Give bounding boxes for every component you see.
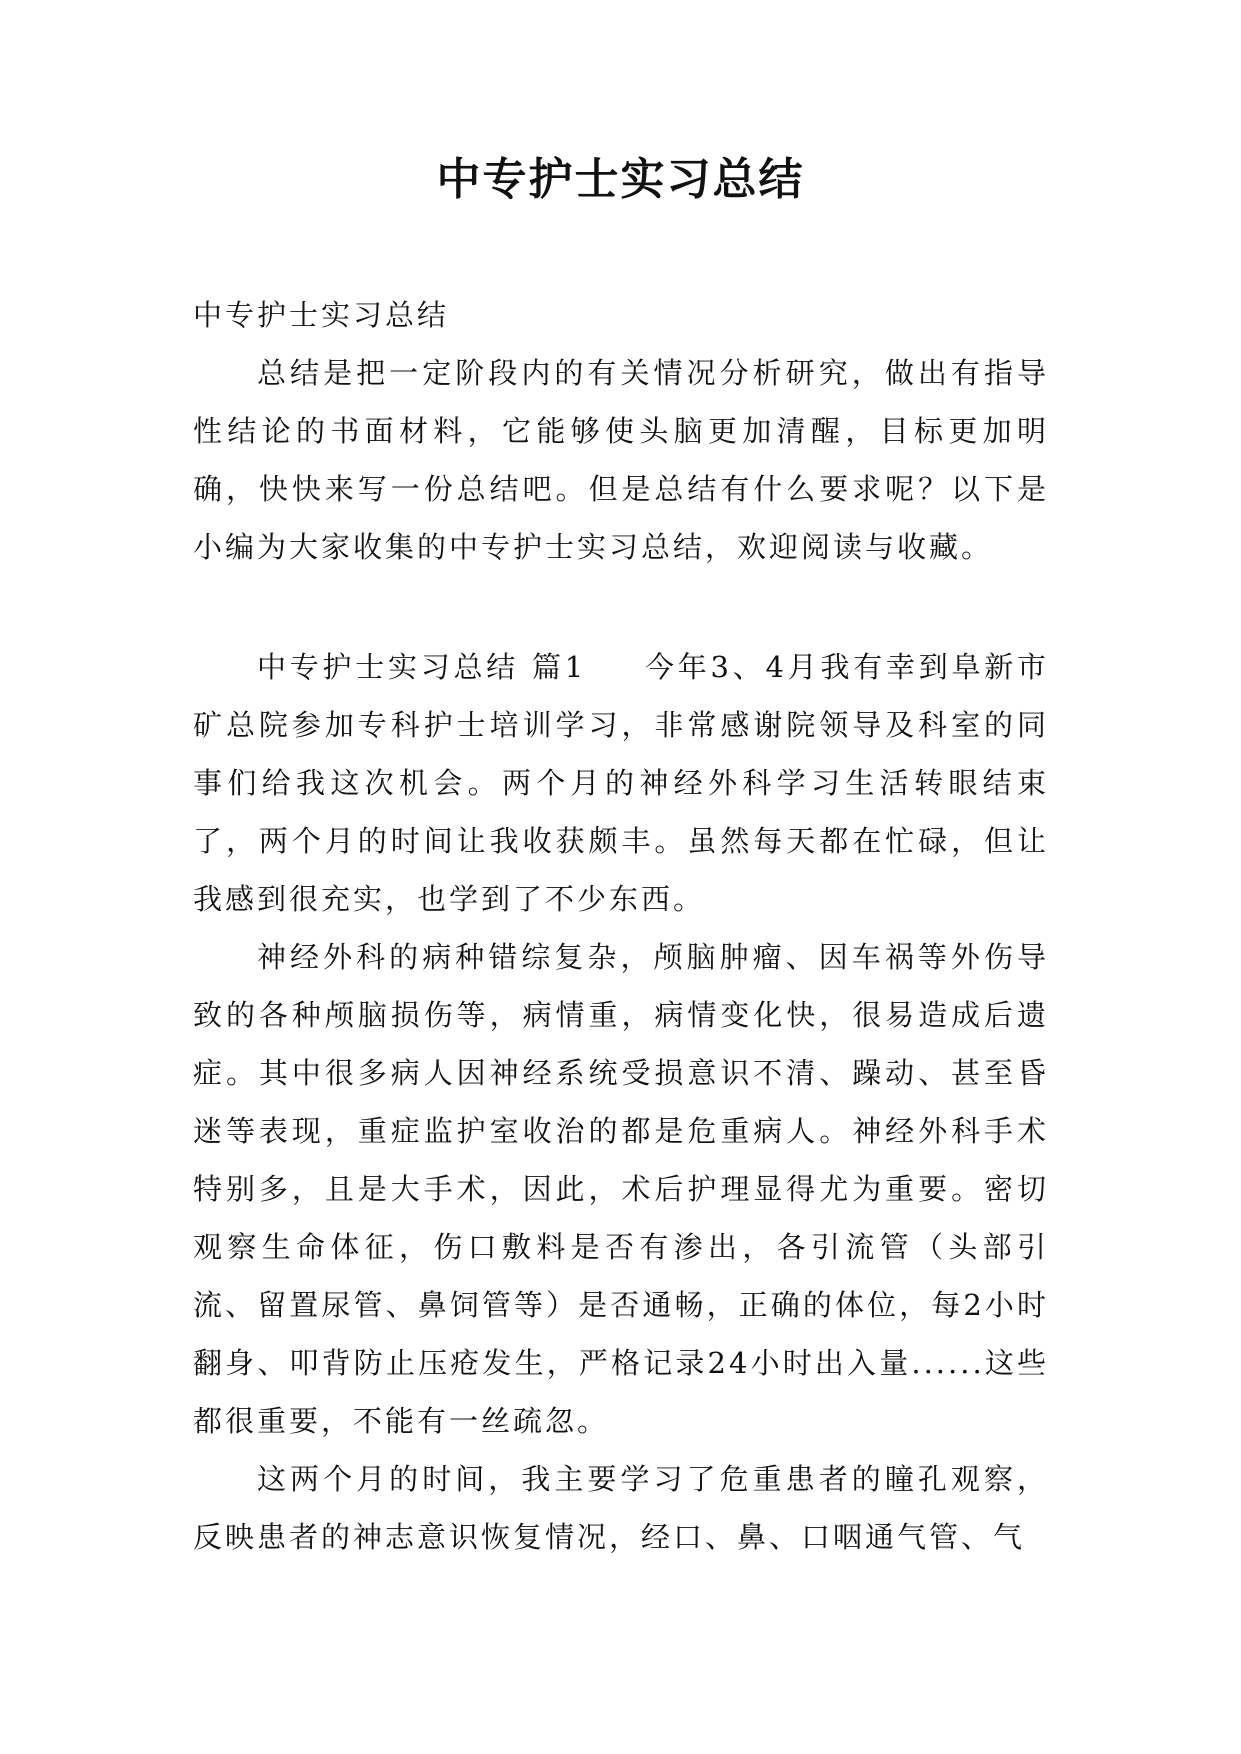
section1-paragraph-2: 神经外科的病种错综复杂，颅脑肿瘤、因车祸等外伤导致的各种颅脑损伤等，病情重，病情变化快，很易造成后遗症。其中很多病人因神经系统受损意识不清、躁动、甚至昏迷等表现，重症监护室收治的都是危重病人。神经外科手术特别多，且是大手术，因此，术后护理显得尤为重要。密切观察生命体征，伤口敷料是否有渗出，各引流管（头部引流、留置尿管、鼻饲管等）是否通畅，正确的体位，每2小时翻身、叩背防止压疮发生，严格记录24小时出入量......这些都很重要，不能有一丝疏忽。 xyxy=(193,940,1049,1438)
intro-paragraph: 总结是把一定阶段内的有关情况分析研究，做出有指导性结论的书面材料，它能够使头脑更加清醒，目标更加明确，快快来写一份总结吧。但是总结有什么要求呢？以下是小编为大家收集的中专护士实习总结，欢迎阅读与收藏。 xyxy=(193,356,1049,564)
section1-para1-text: 今年3、4月我有幸到阜新市矿总院参加专科护士培训学习，非常感谢院领导及科室的同事们给我这次机会。两个月的神经外科学习生活转眼结束了，两个月的时间让我收获颇丰。虽然每天都在忙碌，但让我感到很充实，也学到了不少东西。 xyxy=(193,650,1049,916)
document-body xyxy=(193,286,1049,1566)
document-title: 中专护士实习总结 xyxy=(436,154,805,205)
document-subtitle: 中专护士实习总结 xyxy=(193,298,450,332)
section1-paragraph-1 xyxy=(193,638,1049,928)
section1-heading: 中专护士实习总结 篇1 xyxy=(257,650,587,684)
paragraph-gap xyxy=(193,576,1049,638)
section1-paragraph-3: 这两个月的时间，我主要学习了危重患者的瞳孔观察，反映患者的神志意识恢复情况，经口、鼻、口咽通气管、气 xyxy=(193,1462,1049,1554)
